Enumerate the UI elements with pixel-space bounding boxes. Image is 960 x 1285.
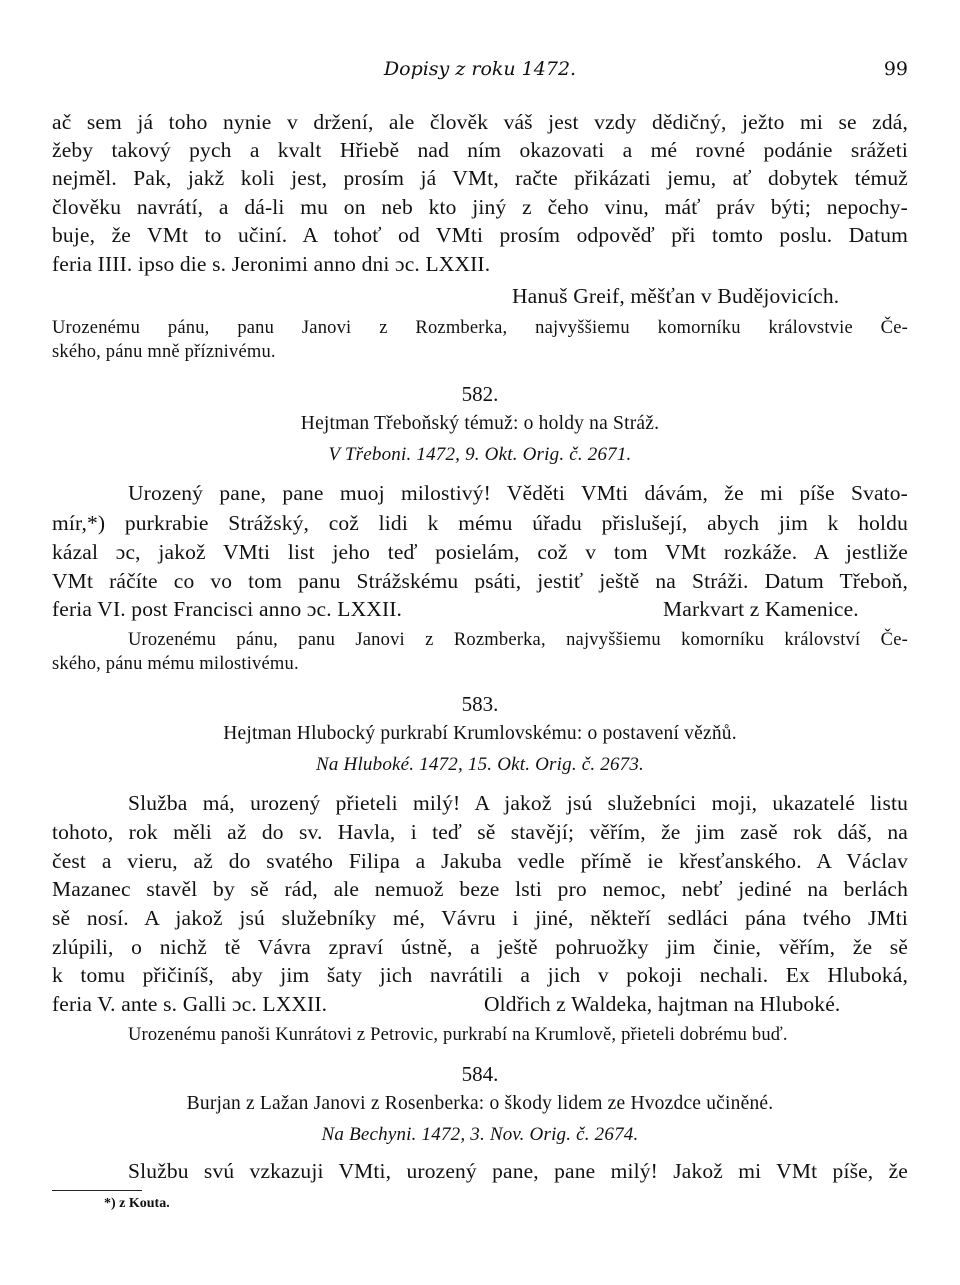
text-line: zlúpili, o nichž tě Vávra zpraví ústně, a ještě pohruožky jim činie, věřím, že sě — [52, 935, 908, 959]
source-line: Na Hluboké. 1472, 15. Okt. Orig. č. 2673. — [316, 754, 644, 775]
footnote-rule — [52, 1190, 142, 1191]
signature: Markvart z Kamenice. — [663, 597, 859, 621]
address-line: Urozenému pánu, panu Janovi z Rozmberka, najvyššiemu komorníku království Če- — [128, 630, 908, 650]
letter-title: Burjan z Lažan Janovi z Rosenberka: o škody lidem ze Hvozdce učiněné. — [186, 1093, 774, 1114]
text-line: k tomu přičiníš, aby jim šaty jich navrátili a jich v pokoji nechali. Ex Hluboká, — [52, 963, 908, 987]
text-line: buje, že VMt to učiní. A tohoť od VMti prosím odpověď při tomto poslu. Datum — [52, 223, 908, 247]
text-line: feria VI. post Francisci anno ɔc. LXXII. — [52, 597, 403, 621]
signature: Hanuš Greif, měšťan v Budějovicích. — [512, 284, 840, 308]
address-line: ského, pánu mému milostivému. — [52, 654, 299, 674]
source-line: V Třeboni. 1472, 9. Okt. Orig. č. 2671. — [328, 444, 632, 465]
text-line: feria IIII. ipso die s. Jeronimi anno dni ɔc. LXXII. — [52, 252, 491, 276]
text-line: Služba má, urozený přieteli milý! A jakož jsú služebníci moji, ukazatelé listu — [128, 791, 908, 815]
address-line: Urozenému pánu, panu Janovi z Rozmberka, najvyššiemu komorníku královstvie Če- — [52, 318, 908, 338]
page-header — [52, 58, 908, 84]
running-title: Dopisy z roku 1472. — [383, 58, 577, 80]
letter-number: 584. — [461, 1062, 499, 1086]
address-line: Urozenému panoši Kunrátovi z Petrovic, purkrabí na Krumlově, přieteli dobrému buď. — [128, 1025, 788, 1045]
text-line: nejměl. Pak, jakž koli jest, prosím já VMt, račte přikázati jemu, ať dobytek témuž — [52, 166, 908, 190]
text-line: kázal ɔc, jakož VMti list jeho teď posielám, což v tom VMt rozkáže. A jestliže — [52, 540, 908, 564]
text-line: VMt ráčíte co vo tom panu Strážskému psáti, jestiť ještě na Stráži. Datum Třeboň, — [52, 569, 908, 593]
letter-number: 582. — [461, 382, 499, 406]
text-line: Mazanec stavěl by sě rád, ale nemuož beze lsti pro nemoc, nebť jediné na berlách — [52, 877, 908, 901]
letter-number: 583. — [461, 692, 499, 716]
letter-title: Hejtman Třeboňský témuž: o holdy na Stráž. — [300, 413, 660, 434]
text-line: mír,*) purkrabie Strážský, což lidi k mému úřadu přislušejí, abych jim k holdu — [52, 511, 908, 535]
letter-title: Hejtman Hlubocký purkrabí Krumlovskému: o postavení vězňů. — [223, 723, 737, 744]
text-line: Službu svú vzkazuji VMti, urozený pane, pane milý! Jakož mi VMt píše, že — [128, 1159, 908, 1183]
text-line: čest a vieru, až do svatého Filipa a Jakuba vedle přímě ie křesťanského. A Václav — [52, 849, 908, 873]
text-line: tohoto, rok měli až do sv. Havla, i teď sě stavějí; věřím, že jim zasě rok dáš, na — [52, 820, 908, 844]
text-line: sě nosí. A jakož jsú služebníky mé, Vávru i jiné, někteří sedláci pána tvého JMti — [52, 906, 908, 930]
address-line: ského, pánu mně příznivému. — [52, 342, 276, 362]
footnote: *) z Kouta. — [104, 1196, 170, 1211]
page-number: 99 — [883, 58, 908, 80]
text-line: feria V. ante s. Galli ɔc. LXXII. — [52, 992, 328, 1016]
text-line: žeby takový pych a kvalt Hřiebě nad ním okazovati a mé rovné podánie srážeti — [52, 138, 908, 162]
signature: Oldřich z Waldeka, hajtman na Hluboké. — [484, 992, 841, 1016]
text-line: Urozený pane, pane muoj milostivý! Věděti VMti dávám, že mi píše Svato- — [128, 481, 908, 505]
text-line: člověku navrátí, a dá-li mu on neb kto jiný z čeho vinu, máť práv býti; nepochy- — [52, 195, 908, 219]
source-line: Na Bechyni. 1472, 3. Nov. Orig. č. 2674. — [321, 1124, 639, 1145]
text-line: ač sem já toho nynie v držení, ale člověk váš jest vzdy dědičný, ježto mi se zdá, — [52, 110, 908, 134]
